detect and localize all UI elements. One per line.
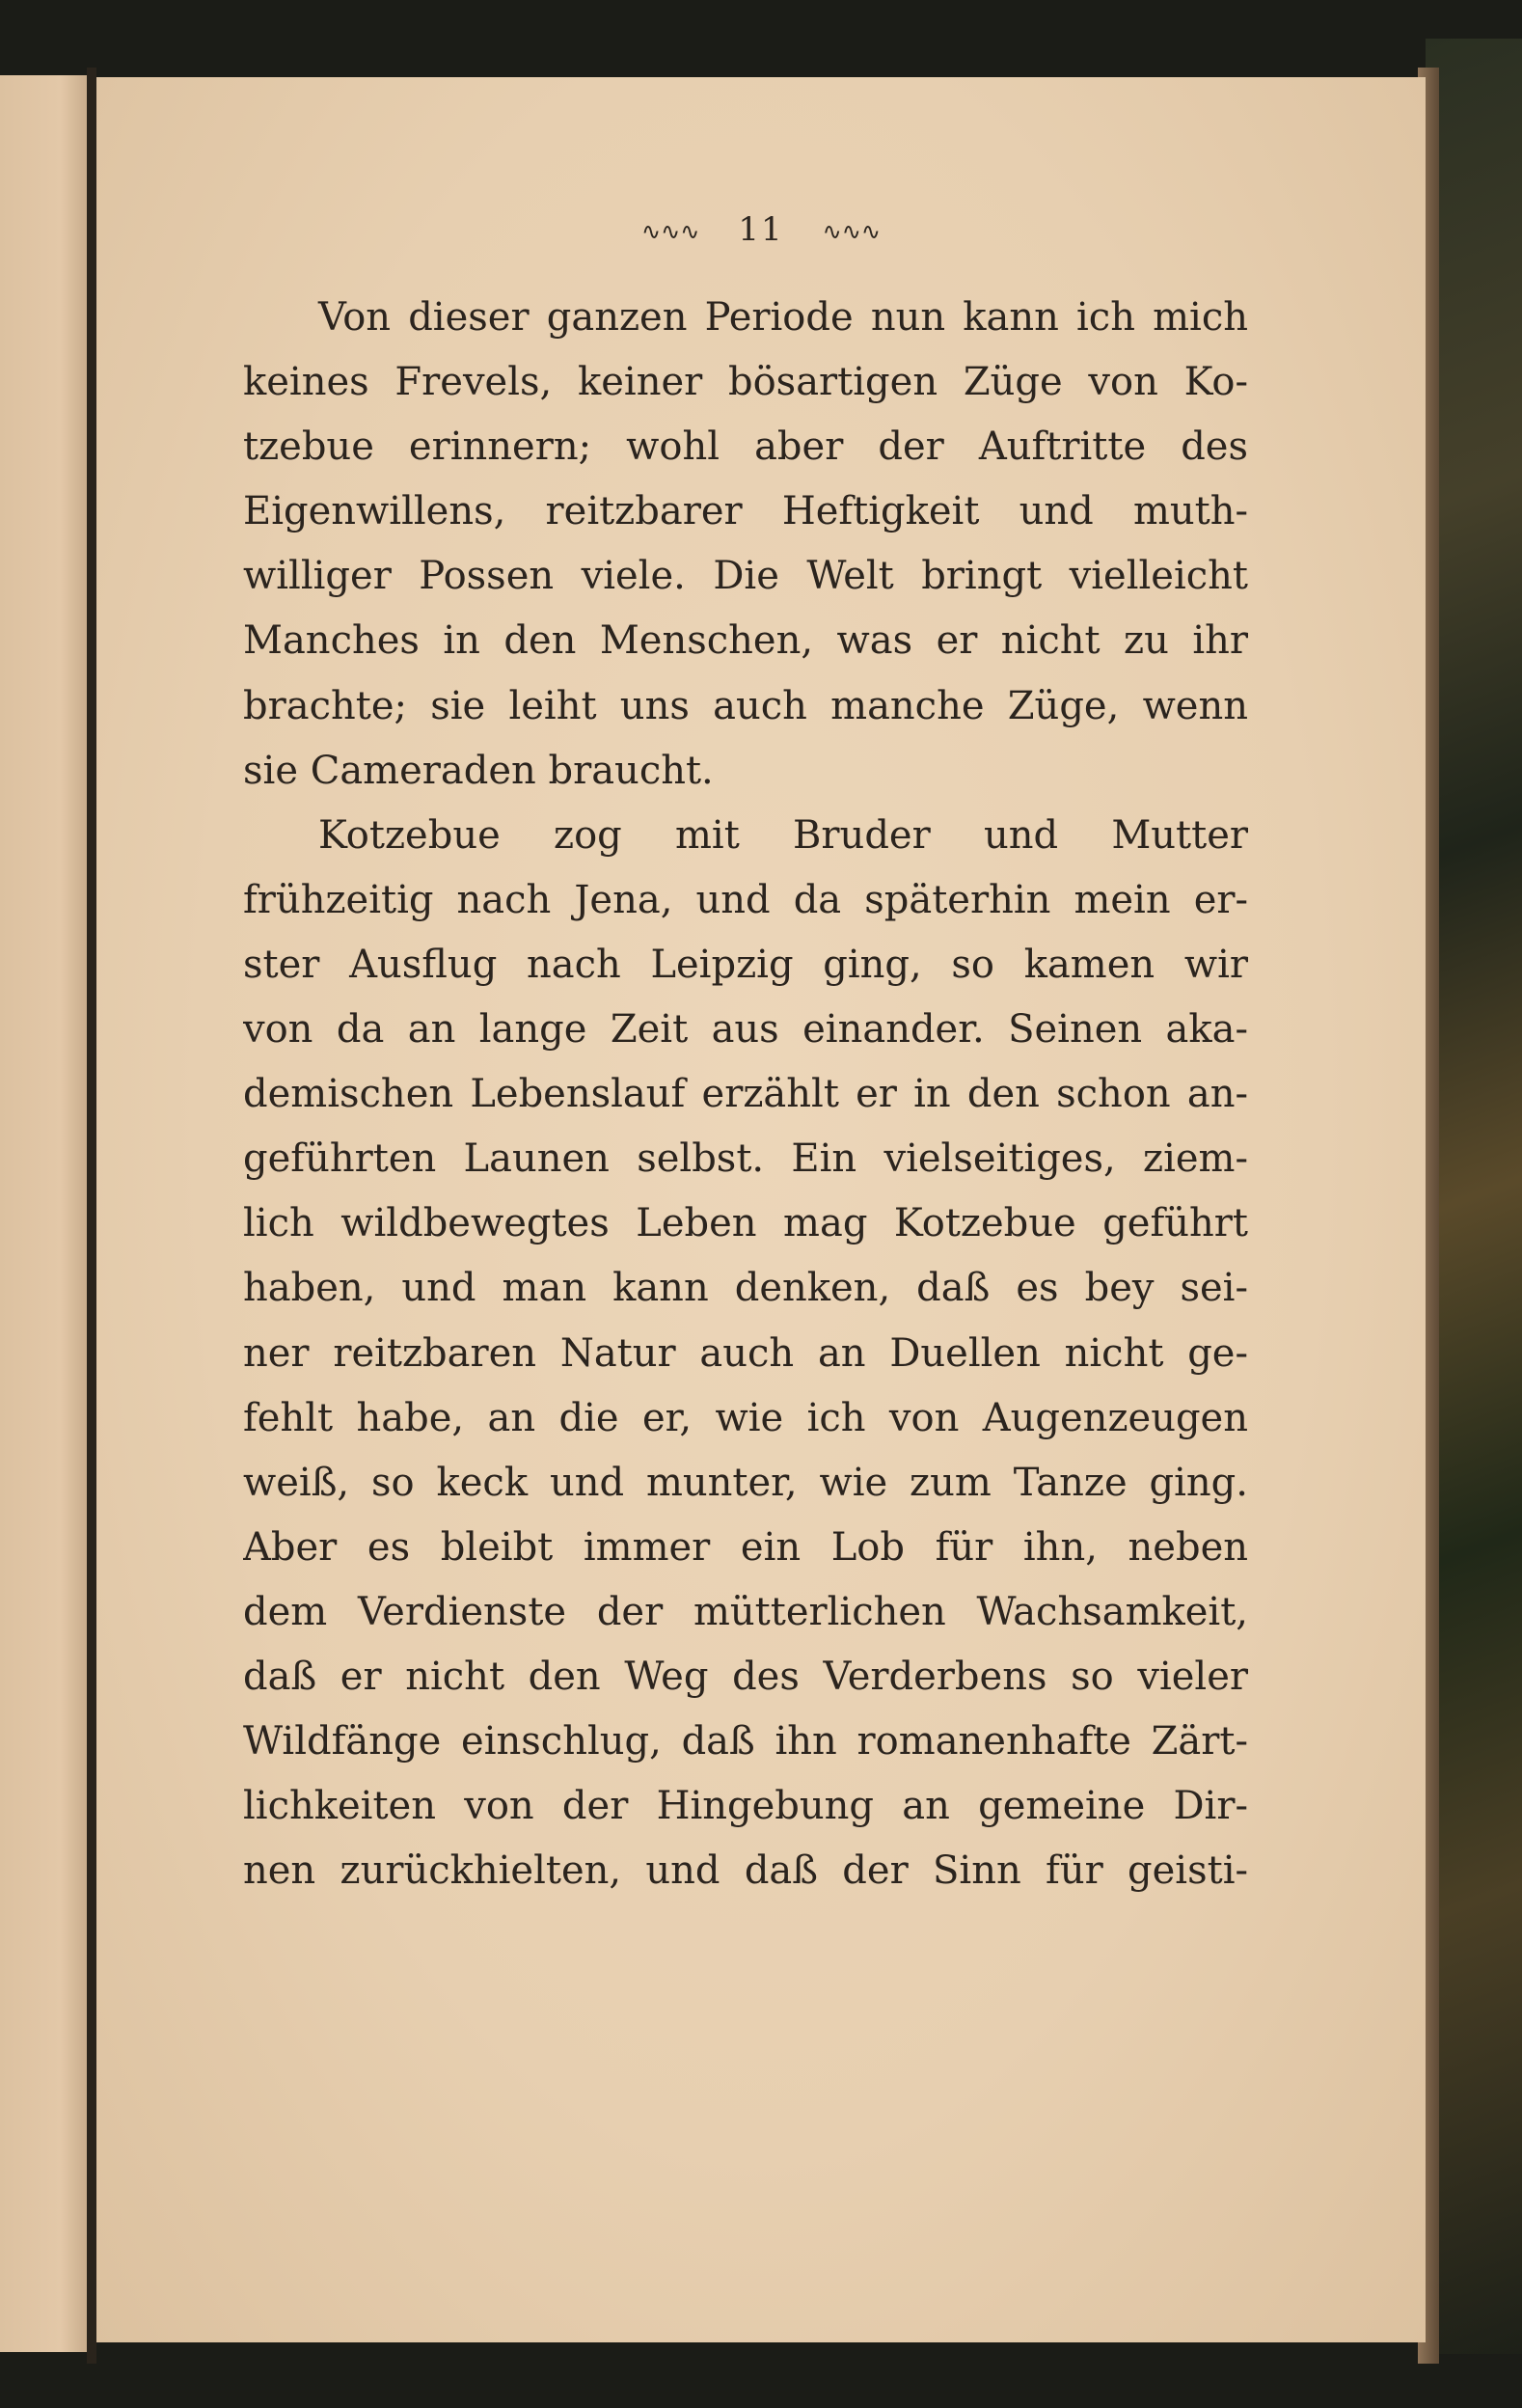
text-line: Wildfänge einschlug, daß ihn romanenhafte Zärt- — [243, 1719, 1248, 1765]
text-line: Kotzebue zog mit Bruder und Mutter — [318, 812, 1248, 858]
text-line: nen zurückhielten, und daß der Sinn für geisti- — [243, 1848, 1248, 1894]
body-text — [243, 286, 1248, 1903]
text-line: weiß, so keck und munter, wie zum Tanze ging. — [243, 1460, 1248, 1505]
book-gutter — [87, 68, 96, 2364]
text-line: ner reitzbaren Natur auch an Duellen nicht ge- — [243, 1330, 1248, 1376]
ornament-right: ∿∿∿ — [822, 218, 881, 245]
text-line: tzebue erinnern; wohl aber der Auftritte des — [243, 424, 1248, 470]
text-line: daß er nicht den Weg des Verderbens so vieler — [243, 1654, 1248, 1699]
text-line: lich wildbewegtes Leben mag Kotzebue geführt — [243, 1201, 1248, 1246]
text-line: dem Verdienste der mütterlichen Wachsamkeit, — [243, 1589, 1248, 1634]
text-line: Aber es bleibt immer ein Lob für ihn, neben — [243, 1524, 1248, 1570]
text-line: fehlt habe, an die er, wie ich von Augenzeugen — [243, 1395, 1248, 1440]
text-line: von da an lange Zeit aus einander. Seinen aka- — [243, 1007, 1248, 1053]
page-header — [0, 210, 1522, 249]
text-line: keines Frevels, keiner bösartigen Züge von Ko- — [243, 360, 1248, 405]
text-line: demischen Lebenslauf erzählt er in den schon an- — [243, 1072, 1248, 1117]
page-number: 11 — [738, 210, 784, 249]
text-line: williger Possen viele. Die Welt bringt vielleicht — [243, 554, 1248, 599]
text-line: Manches in den Menschen, was er nicht zu ihr — [243, 618, 1248, 664]
text-line: haben, und man kann denken, daß es bey sei- — [243, 1266, 1248, 1311]
ornament-left: ∿∿∿ — [641, 218, 700, 245]
text-line: frühzeitig nach Jena, und da späterhin mein er- — [243, 877, 1248, 922]
text-line: ster Ausflug nach Leipzig ging, so kamen wir — [243, 942, 1248, 987]
left-page-edge — [0, 75, 87, 2352]
text-line: geführten Launen selbst. Ein vielseitiges, ziem- — [243, 1136, 1248, 1182]
text-line: lichkeiten von der Hingebung an gemeine Dir- — [243, 1784, 1248, 1829]
text-line: brachte; sie leiht uns auch manche Züge, wenn — [243, 683, 1248, 728]
text-line: Eigenwillens, reitzbarer Heftigkeit und muth- — [243, 489, 1248, 534]
book-cover-right — [1426, 39, 1522, 2354]
text-line: sie Cameraden braucht. — [243, 748, 714, 793]
text-line: Von dieser ganzen Periode nun kann ich mich — [318, 295, 1248, 340]
